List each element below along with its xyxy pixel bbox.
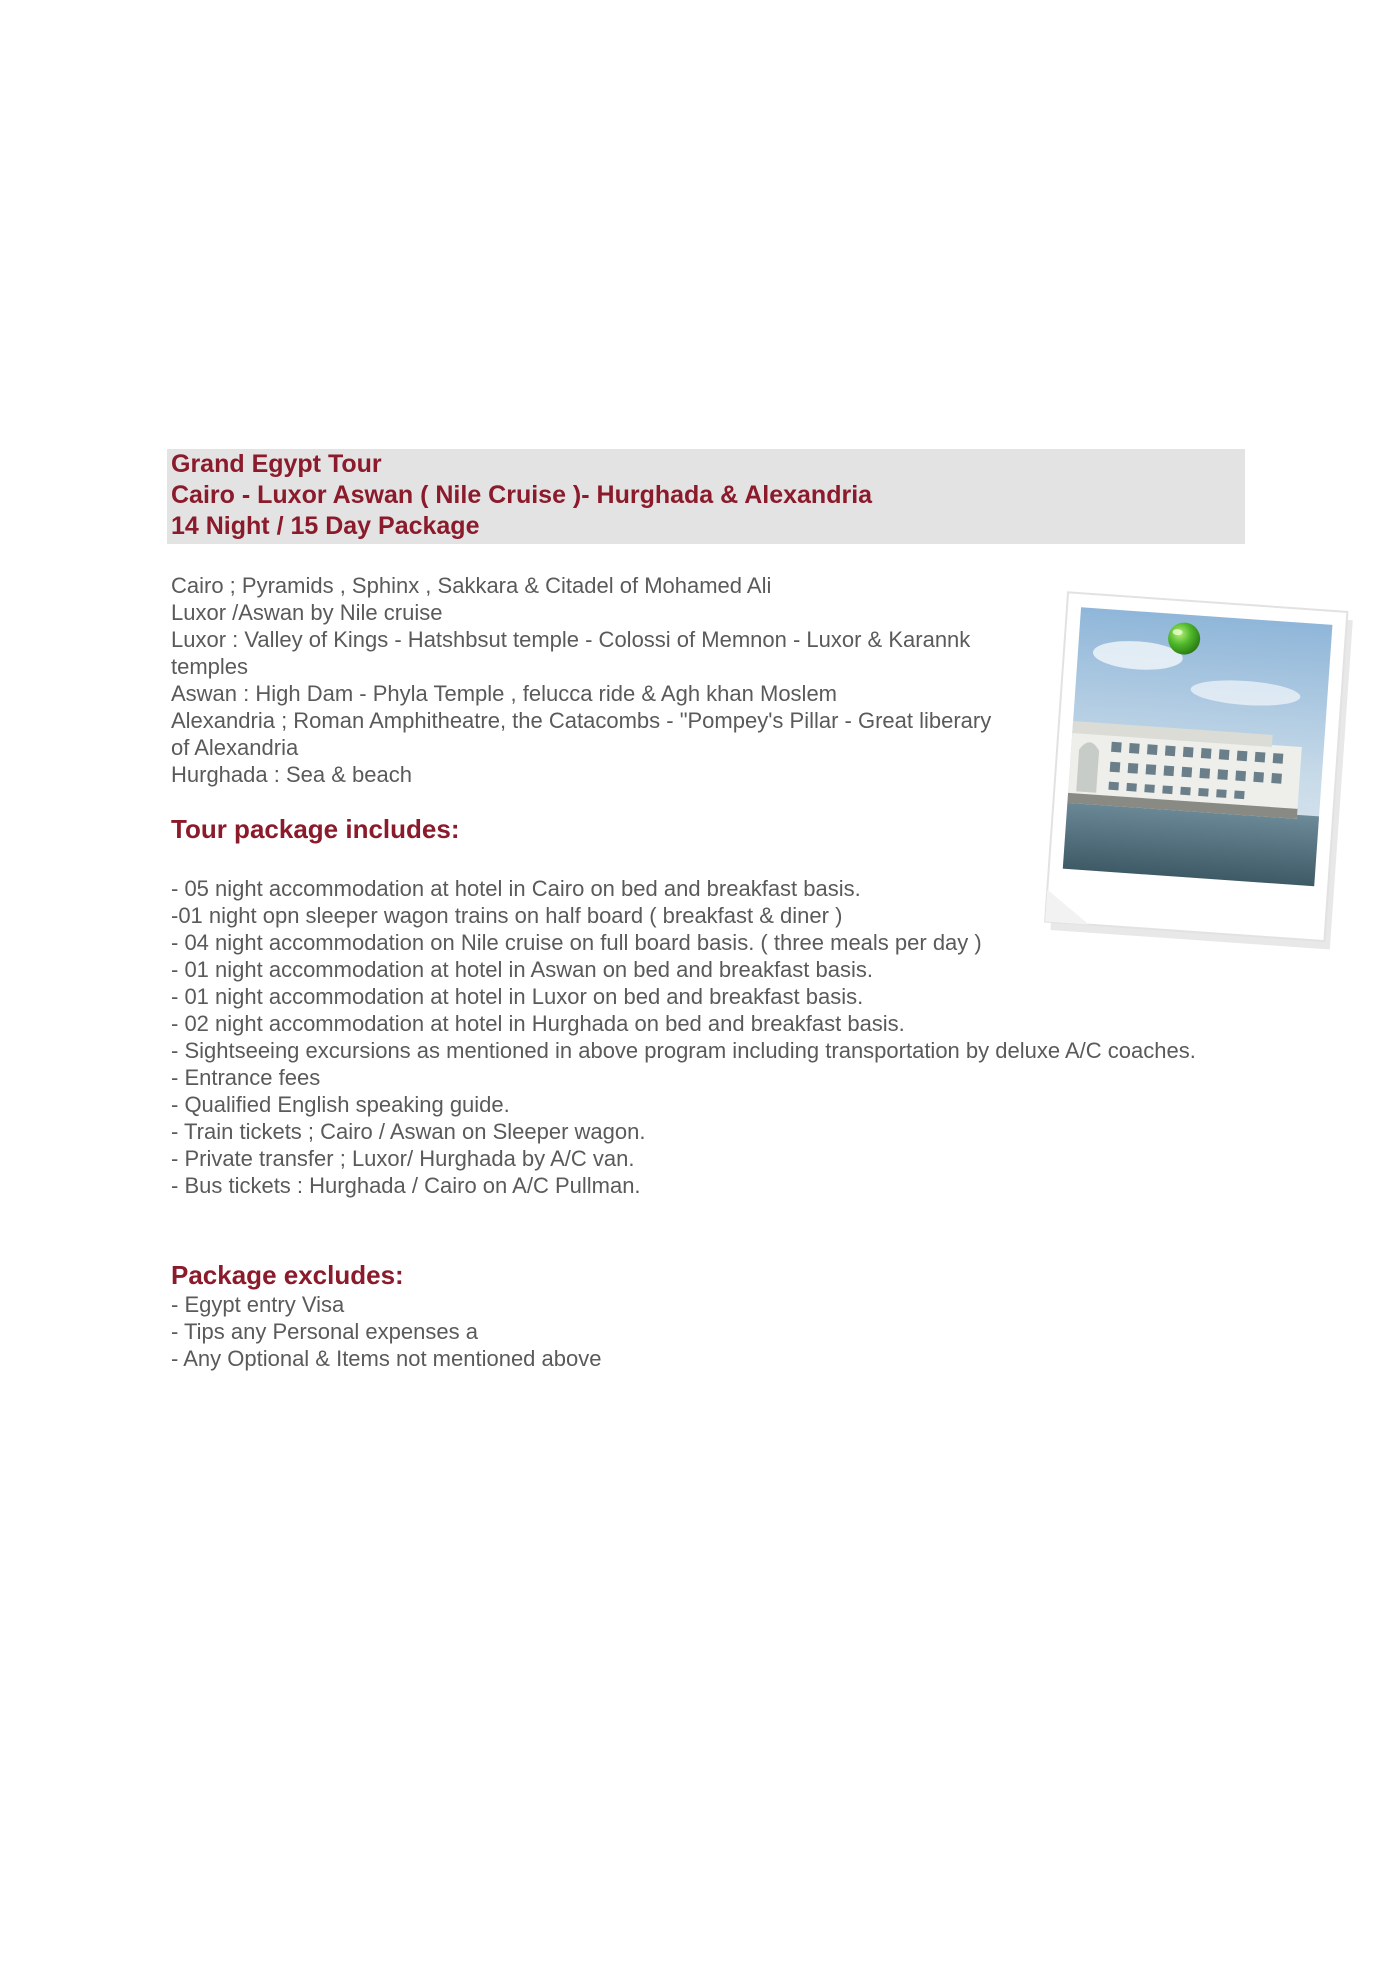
- itinerary-item: Aswan : High Dam - Phyla Temple , felucca ride & Agh khan Moslem: [171, 681, 838, 706]
- includes-item: - Train tickets ; Cairo / Aswan on Sleeper wagon.: [171, 1119, 646, 1144]
- includes-item: - 02 night accommodation at hotel in Hurghada on bed and breakfast basis.: [171, 1011, 905, 1036]
- includes-item: - 01 night accommodation at hotel in Luxor on bed and breakfast basis.: [171, 984, 864, 1009]
- page-content: [171, 572, 1196, 1372]
- excludes-item: - Tips any Personal expenses a: [171, 1319, 478, 1344]
- includes-item: - 04 night accommodation on Nile cruise on full board basis. ( three meals per day ): [171, 930, 982, 955]
- includes-item: - 05 night accommodation at hotel in Cairo on bed and breakfast basis.: [171, 876, 861, 901]
- excludes-list: [171, 1291, 1011, 1372]
- nile-cruise-ship-photo: [1040, 590, 1360, 960]
- itinerary-item: Cairo ; Pyramids , Sphinx , Sakkara & Citadel of Mohamed Ali: [171, 573, 772, 598]
- tour-title: Grand Egypt Tour: [171, 450, 382, 478]
- excludes-item: - Egypt entry Visa: [171, 1292, 345, 1317]
- itinerary-item: Luxor : Valley of Kings - Hatshbsut temple - Colossi of Memnon - Luxor & Karannk temples: [171, 627, 971, 679]
- excludes-heading: Package excludes:: [171, 1260, 404, 1290]
- includes-item: - Qualified English speaking guide.: [171, 1092, 510, 1117]
- includes-item: - Entrance fees: [171, 1065, 321, 1090]
- includes-item: -01 night opn sleeper wagon trains on half board ( breakfast & diner ): [171, 903, 843, 928]
- includes-list: [171, 875, 1196, 1199]
- includes-item: - 01 night accommodation at hotel in Aswan on bed and breakfast basis.: [171, 957, 873, 982]
- itinerary-item: Hurghada : Sea & beach: [171, 762, 412, 787]
- tour-duration: 14 Night / 15 Day Package: [171, 512, 480, 540]
- includes-item: - Bus tickets : Hurghada / Cairo on A/C Pullman.: [171, 1173, 641, 1198]
- tour-route: Cairo - Luxor Aswan ( Nile Cruise )- Hurghada & Alexandria: [171, 481, 873, 509]
- includes-heading: Tour package includes:: [171, 814, 460, 844]
- includes-item: - Sightseeing excursions as mentioned in above program including transportation by deluxe A/C coaches.: [171, 1038, 1196, 1063]
- itinerary-item: Luxor /Aswan by Nile cruise: [171, 600, 443, 625]
- itinerary-item: Alexandria ; Roman Amphitheatre, the Catacombs - "Pompey's Pillar - Great liberary of Alexandria: [171, 708, 992, 760]
- itinerary-list: [171, 572, 1011, 788]
- cruise-photo: [1040, 590, 1360, 960]
- includes-item: - Private transfer ; Luxor/ Hurghada by A/C van.: [171, 1146, 635, 1171]
- title-banner: [167, 449, 1245, 544]
- excludes-item: - Any Optional & Items not mentioned above: [171, 1346, 602, 1371]
